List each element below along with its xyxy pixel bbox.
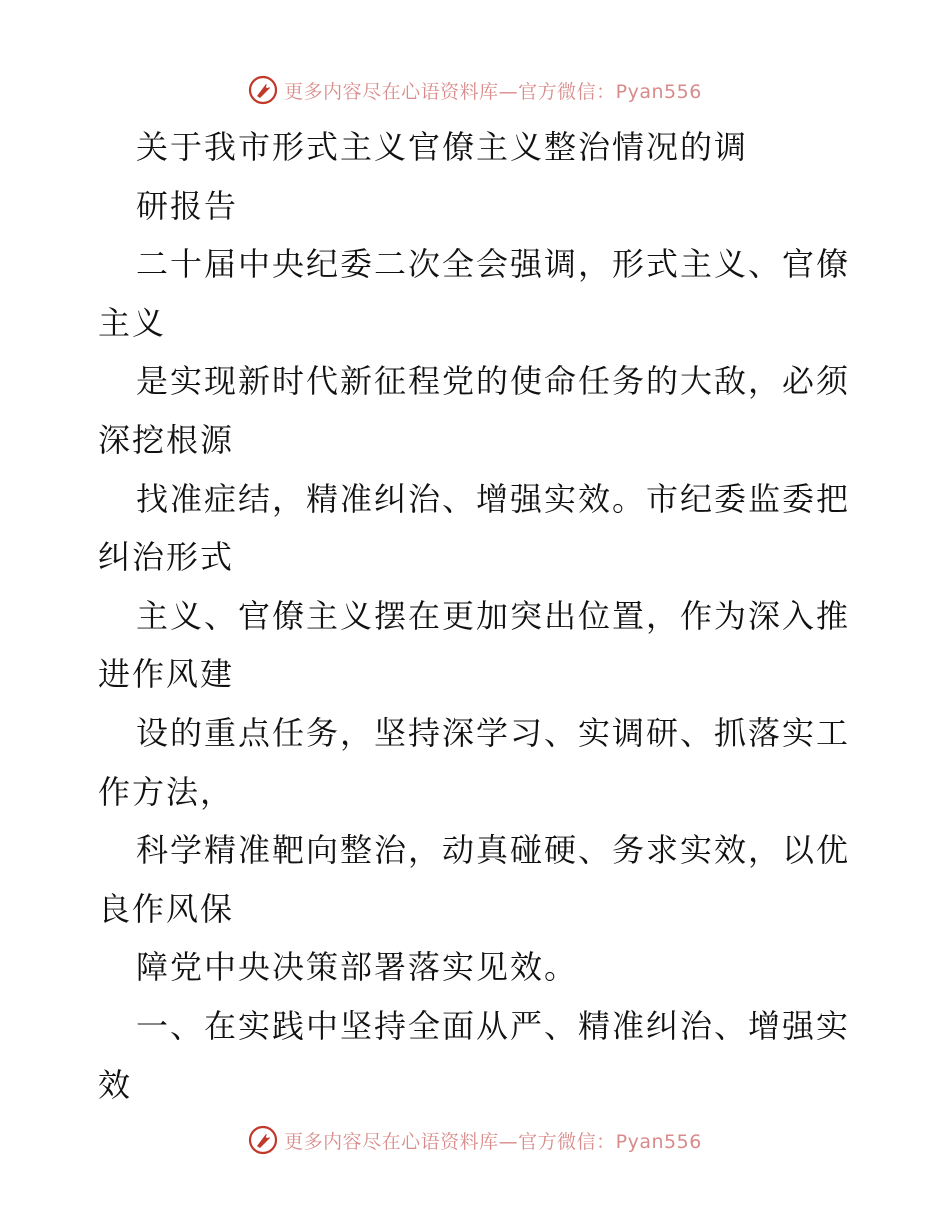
watermark-text: 更多内容尽在心语资料库—官方微信：Pyan556	[284, 80, 702, 103]
footer-watermark	[0, 1120, 950, 1160]
text-line: 深挖根源	[98, 420, 235, 459]
text-line: 良作风保	[98, 889, 235, 928]
text-line: 主义、官僚主义摆在更加突出位置，作为深入推	[136, 596, 851, 635]
text-line: 效	[98, 1065, 133, 1104]
text-line: 二十届中央纪委二次全会强调，形式主义、官僚	[136, 245, 851, 284]
text-line: 研报告	[136, 186, 239, 225]
header-watermark	[0, 70, 950, 110]
pen-nib-circle-icon	[248, 1125, 278, 1155]
text-line: 科学精准靶向整治，动真碰硬、务求实效，以优	[136, 831, 851, 870]
text-line: 设的重点任务，坚持深学习、实调研、抓落实工	[136, 713, 851, 752]
document-body	[98, 118, 858, 1114]
text-line: 是实现新时代新征程党的使命任务的大敌，必须	[136, 362, 851, 401]
text-line: 关于我市形式主义官僚主义整治情况的调	[136, 128, 749, 166]
text-line: 主义	[98, 303, 167, 342]
text-line: 一、在实践中坚持全面从严、精准纠治、增强实	[136, 1006, 851, 1045]
text-line: 纠治形式	[98, 538, 235, 577]
watermark-text: 更多内容尽在心语资料库—官方微信：Pyan556	[284, 1130, 702, 1153]
pen-nib-circle-icon	[248, 75, 278, 105]
text-line: 找准症结，精准纠治、增强实效。市纪委监委把	[136, 479, 851, 518]
text-line: 障党中央决策部署落实见效。	[136, 948, 579, 987]
text-line: 进作风建	[98, 655, 235, 694]
text-line: 作方法，	[98, 772, 235, 811]
